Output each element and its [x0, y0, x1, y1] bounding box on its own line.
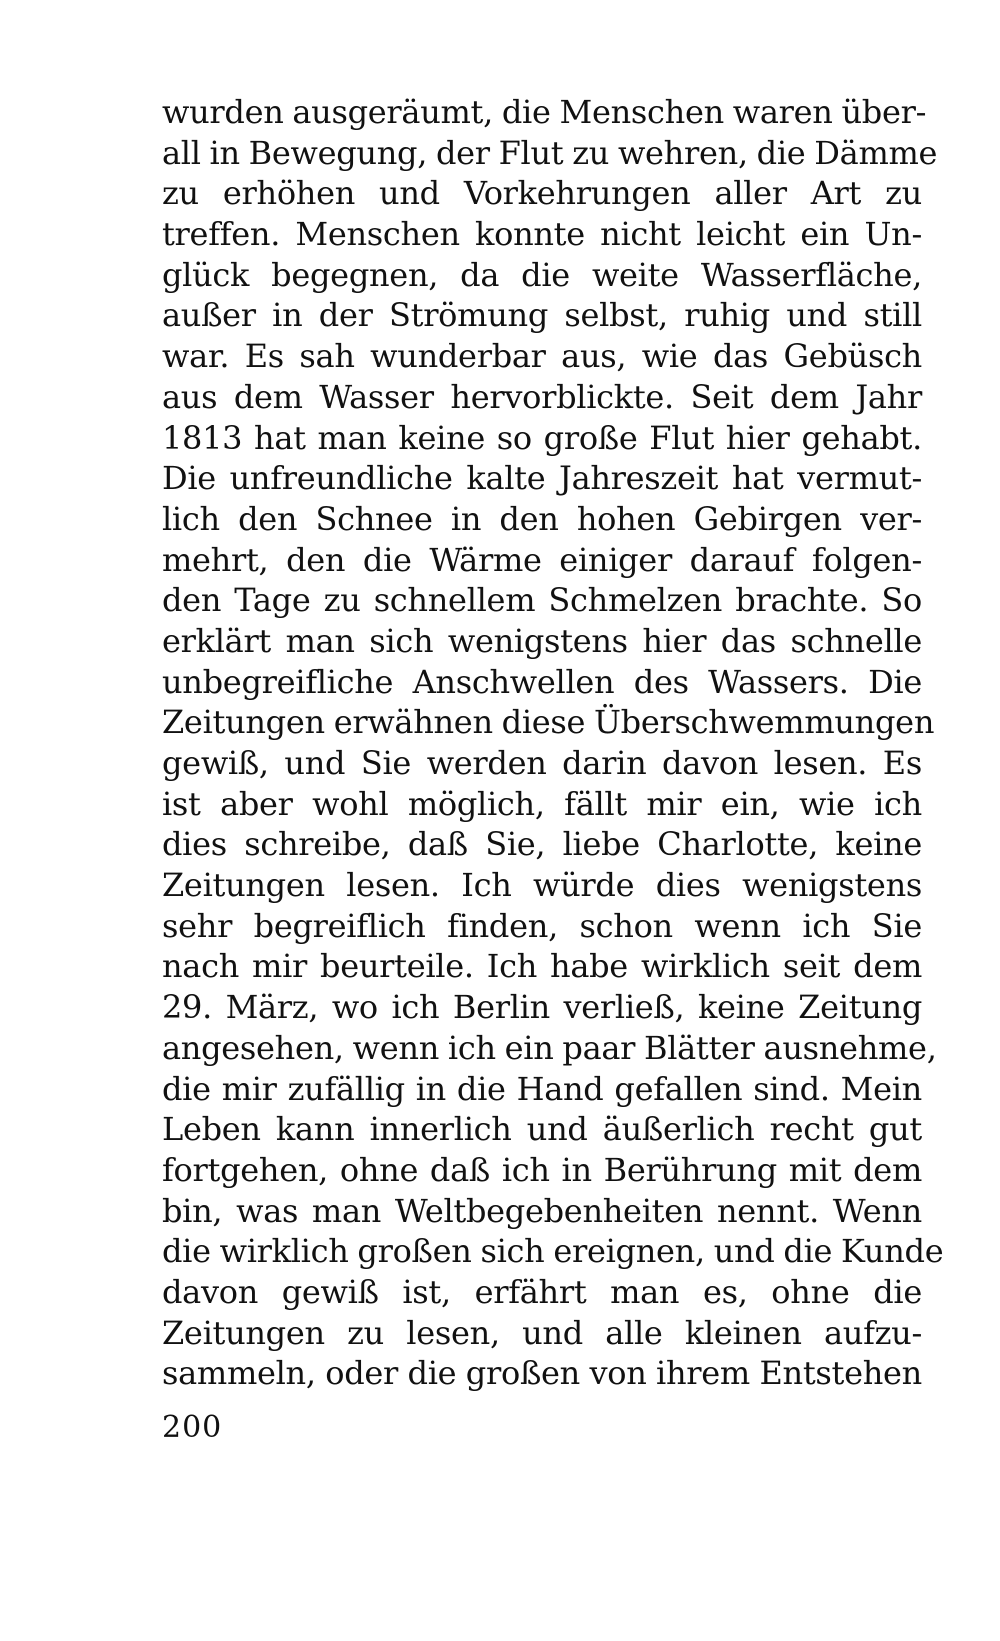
text-line: all in Bewegung, der Flut zu wehren, die Dämme — [162, 133, 938, 172]
text-line: war. Es sah wunderbar aus, wie das Gebüsch — [162, 337, 922, 376]
text-line: zu erhöhen und Vorkehrungen aller Art zu — [162, 174, 922, 213]
body-text — [162, 92, 944, 1394]
text-line: fortgehen, ohne daß ich in Berührung mit dem — [162, 1150, 922, 1189]
text-line: Zeitungen lesen. Ich würde dies wenigstens — [162, 866, 922, 905]
text-line: mehrt, den die Wärme einiger darauf folgen- — [162, 540, 922, 579]
text-line: ist aber wohl möglich, fällt mir ein, wie ich — [162, 784, 922, 823]
text-line: Zeitungen zu lesen, und alle kleinen aufzu- — [162, 1313, 922, 1352]
text-line: nach mir beurteile. Ich habe wirklich seit dem — [162, 947, 922, 986]
text-line: glück begegnen, da die weite Wasserfläche, — [162, 255, 922, 294]
text-line: erklärt man sich wenigstens hier das schnelle — [162, 621, 922, 660]
text-line: die mir zufällig in die Hand gefallen sind. Mein — [162, 1069, 922, 1108]
text-line: die wirklich großen sich ereignen, und die Kunde — [162, 1232, 944, 1271]
text-line: wurden ausgeräumt, die Menschen waren über- — [162, 93, 927, 131]
text-line: unbegreifliche Anschwellen des Wassers. Die — [162, 662, 922, 701]
page-number: 200 — [162, 1410, 223, 1445]
text-line: 29. März, wo ich Berlin verließ, keine Zeitung — [162, 988, 922, 1027]
text-line: gewiß, und Sie werden darin davon lesen. Es — [162, 744, 922, 782]
text-line: dies schreibe, daß Sie, liebe Charlotte, keine — [162, 825, 922, 864]
text-line: bin, was man Weltbegebenheiten nennt. Wenn — [162, 1191, 922, 1230]
text-line: angesehen, wenn ich ein paar Blätter ausnehme, — [162, 1028, 937, 1067]
text-line: Zeitungen erwähnen diese Überschwemmungen — [162, 703, 935, 742]
text-line: lich den Schnee in den hohen Gebirgen ver- — [162, 499, 922, 538]
text-line: Leben kann innerlich und äußerlich recht gut — [162, 1110, 922, 1149]
text-line: Die unfreundliche kalte Jahreszeit hat vermut- — [162, 459, 922, 498]
text-line: sehr begreiflich finden, schon wenn ich Sie — [162, 906, 922, 945]
text-line: außer in der Strömung selbst, ruhig und still — [162, 296, 922, 335]
text-line: sammeln, oder die großen von ihrem Entstehen — [162, 1354, 922, 1393]
text-line: davon gewiß ist, erfährt man es, ohne die — [162, 1272, 922, 1311]
text-line: den Tage zu schnellem Schmelzen brachte. So — [162, 581, 922, 620]
text-line: 1813 hat man keine so große Flut hier gehabt. — [162, 418, 922, 457]
text-line: treffen. Menschen konnte nicht leicht ein Un- — [162, 215, 922, 254]
text-line: aus dem Wasser hervorblickte. Seit dem Jahr — [162, 377, 922, 416]
